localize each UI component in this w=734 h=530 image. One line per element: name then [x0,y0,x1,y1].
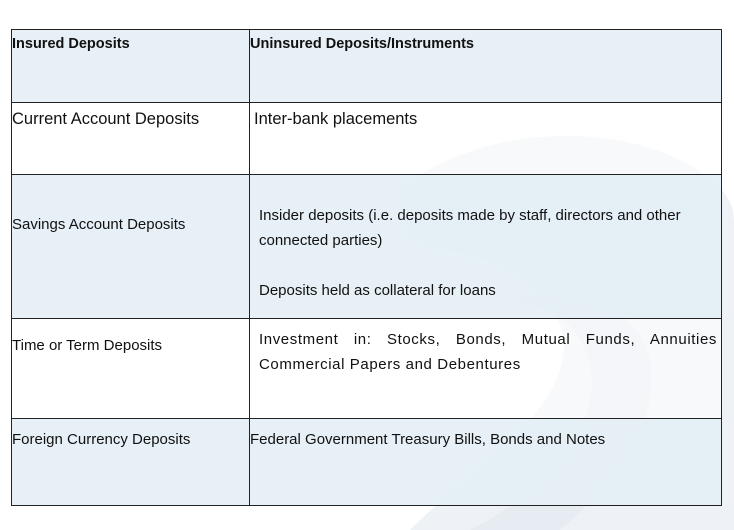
table-row [12,103,722,175]
insured-label: Foreign Currency Deposits [12,431,191,448]
header-insured-label: Insured Deposits [12,36,130,52]
table-row [12,175,722,319]
header-cell-uninsured [250,30,722,103]
insured-cell [12,419,250,506]
uninsured-cell [250,319,722,419]
insured-label: Savings Account Deposits [12,216,186,233]
uninsured-item: Federal Government Treasury Bills, Bonds and Notes [250,431,606,448]
uninsured-item: Inter-bank placements [254,110,418,128]
insured-cell [12,103,250,175]
table-row [12,419,722,506]
insured-cell [12,319,250,419]
header-cell-insured [12,30,250,103]
uninsured-item: Deposits held as collateral for loans [259,282,496,299]
uninsured-cell [250,103,722,175]
uninsured-cell [250,175,722,319]
insured-cell [12,175,250,319]
uninsured-cell [250,419,722,506]
table-header-row [12,30,722,103]
table-row [12,319,722,419]
uninsured-item: Investment in: Stocks, Bonds, Mutual Funds, Annuities Commercial Papers and Debentures [259,331,717,373]
deposit-insurance-table [11,29,722,506]
header-uninsured-label: Uninsured Deposits/Instruments [250,36,474,52]
uninsured-item: Insider deposits (i.e. deposits made by staff, directors and other connected parties) [259,207,681,249]
insured-label: Current Account Deposits [12,110,200,128]
insured-label: Time or Term Deposits [12,337,163,354]
